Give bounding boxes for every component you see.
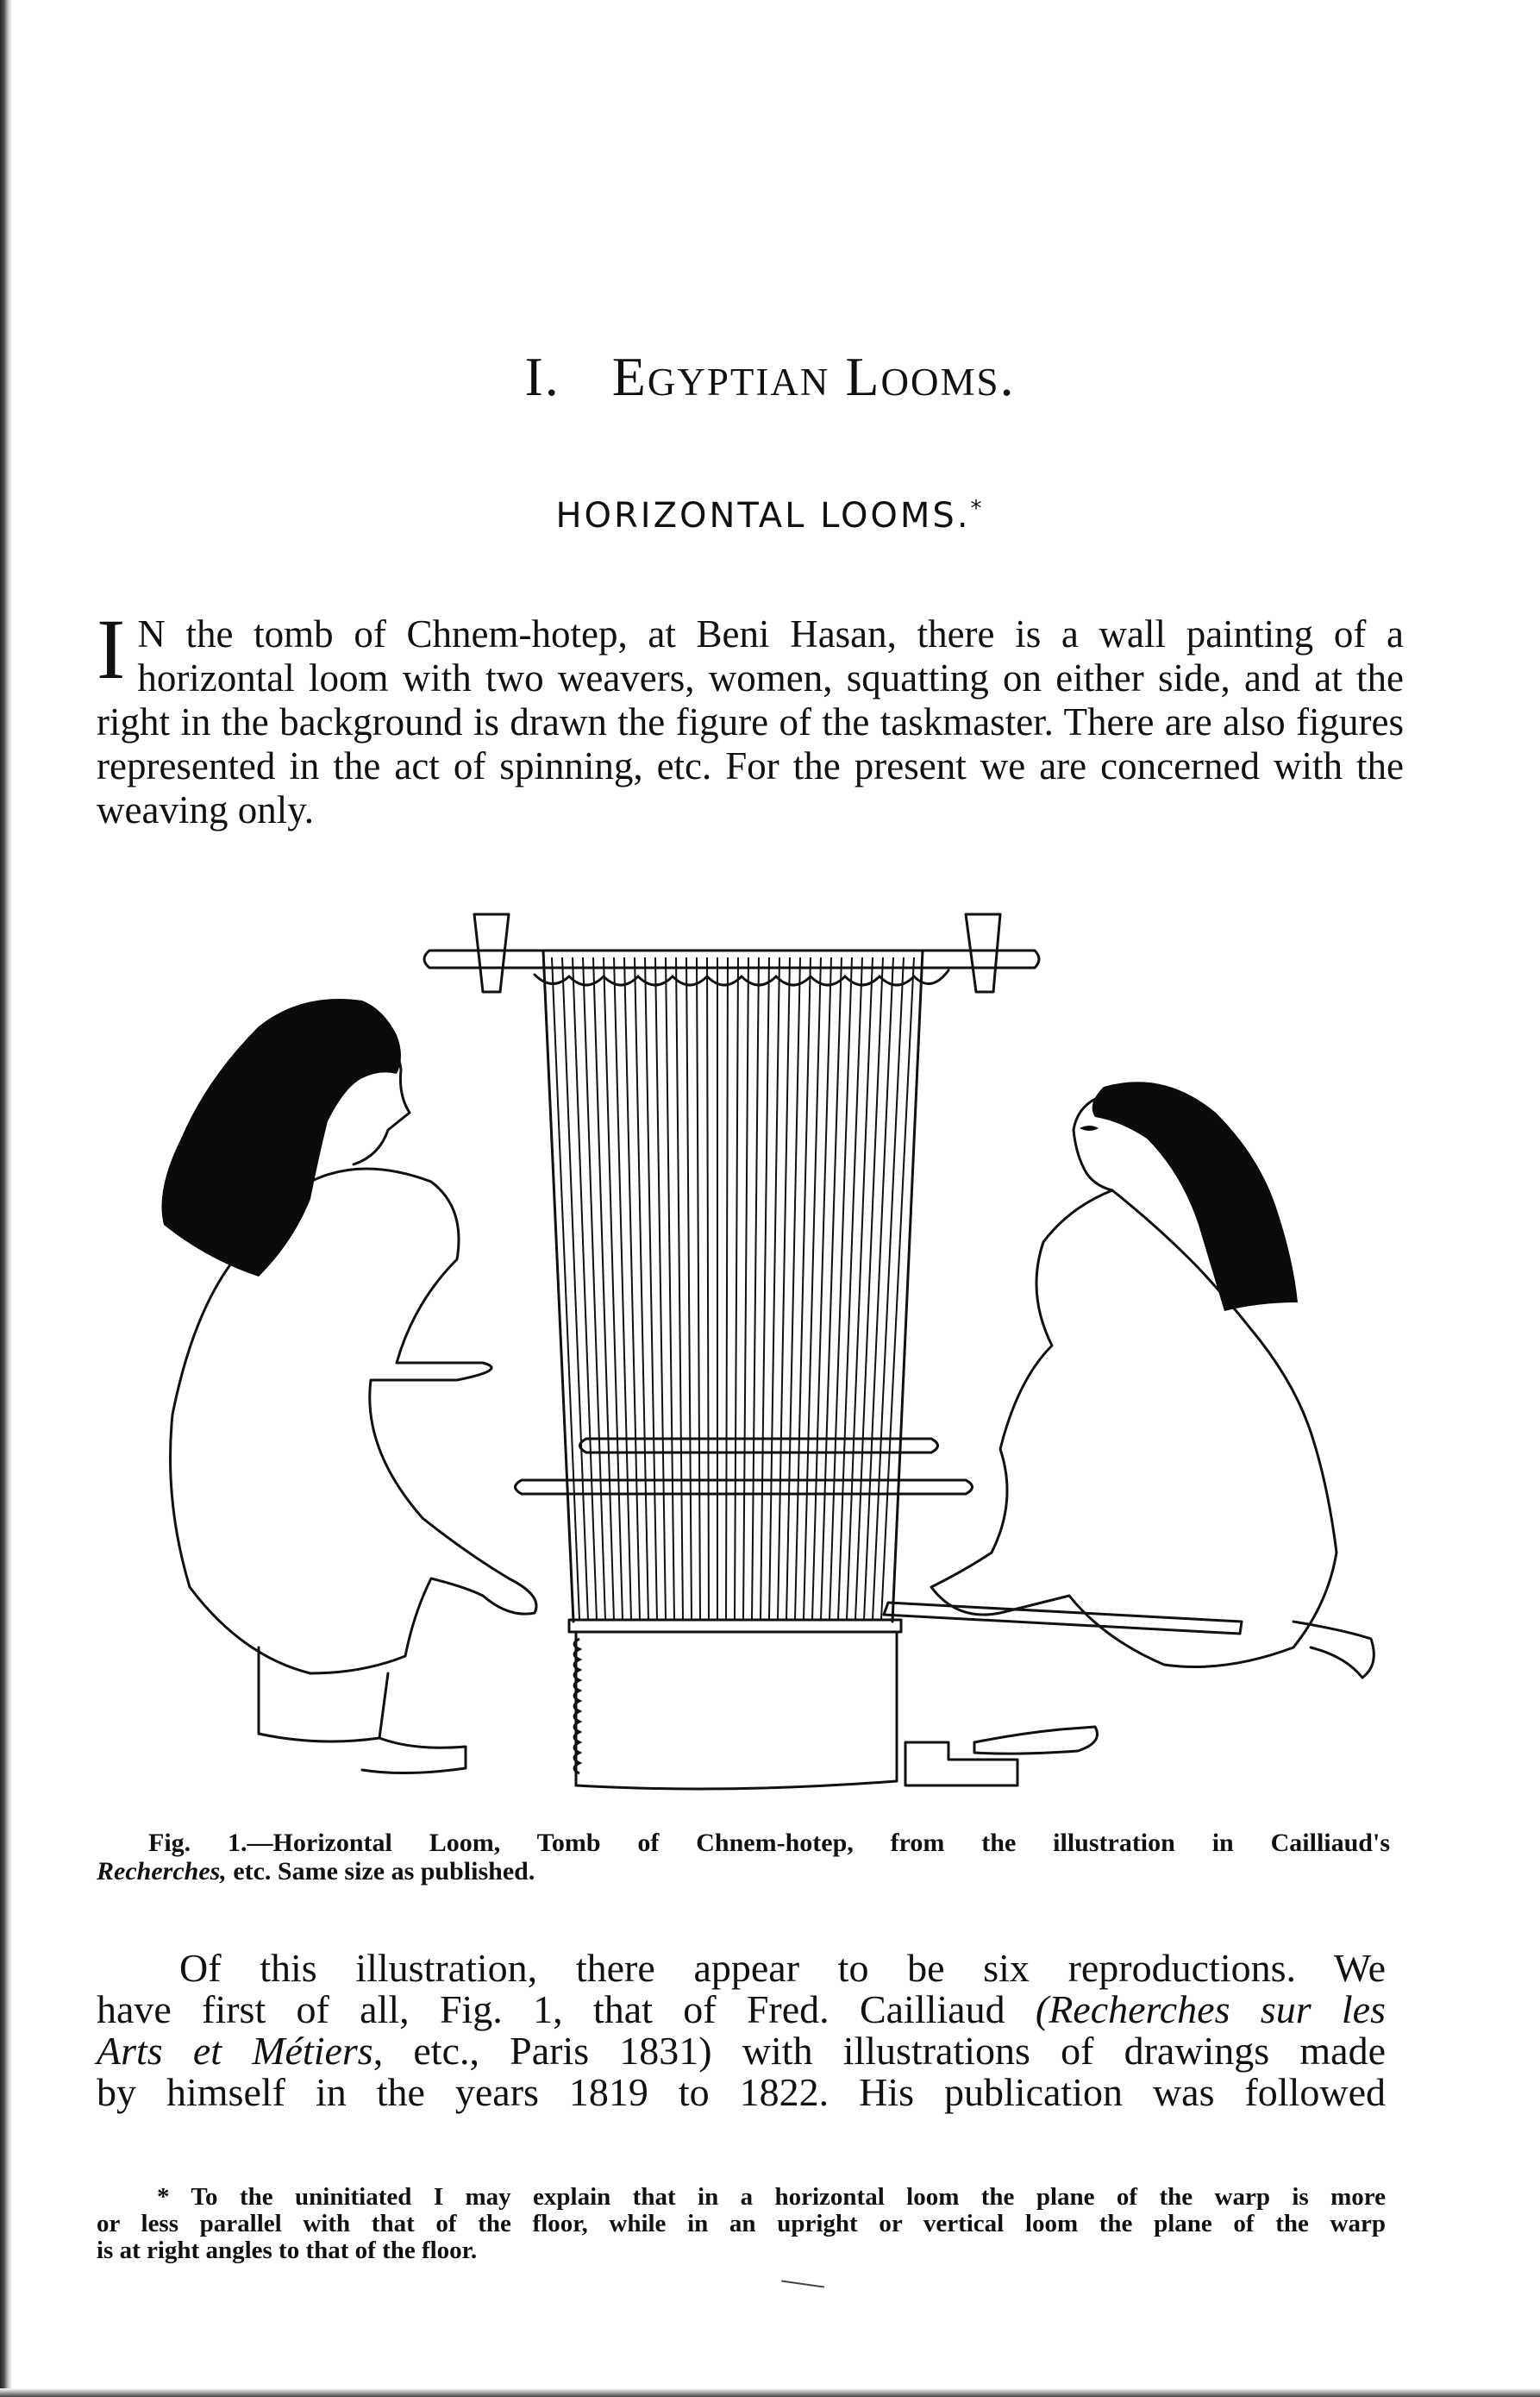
figure-caption: [97, 1829, 1390, 1886]
footnote-mark: *: [970, 496, 985, 522]
body-line-3: Arts et Métiers, etc., Paris 1831) with illustrations of drawings made: [97, 2029, 1386, 2073]
ground-object: [905, 1742, 1017, 1785]
body-italic-ref: (Recherches sur les: [1035, 1987, 1386, 2031]
section-title-text: HORIZONTAL LOOMS.: [555, 496, 971, 536]
footnote-line-2: or less parallel with that of the floor, while in an upright or vertical loom the plane of the warp: [97, 2210, 1386, 2237]
top-beam: [424, 951, 1039, 968]
chapter-number: I.: [524, 346, 560, 407]
beater-rod: [884, 1603, 1242, 1634]
lead-paragraph-text: N the tomb of Chnem-hotep, at Beni Hasan, there is a wall painting of a horizontal loom with two weavers, women, squatting on either side, and at the right in the background is drawn the figure of the taskmaster. There are also figures represented in the act of spinning, etc. For the present we are concerned with the weaving only.: [97, 612, 1404, 831]
right-weaver-foot: [974, 1727, 1098, 1754]
scan-bottom-edge: [0, 2388, 1540, 2397]
lead-paragraph: [97, 601, 1404, 832]
caption-italic: Recherches,: [97, 1857, 227, 1886]
caption-line-2: [97, 1857, 1390, 1886]
cloth-beam: [569, 1620, 901, 1632]
right-peg: [966, 914, 1000, 992]
section-title: [0, 496, 1540, 536]
page-mark: [781, 2281, 824, 2288]
body-line-4: by himself in the years 1819 to 1822. His publication was followed: [97, 2070, 1386, 2114]
warp-threads: [552, 957, 914, 1620]
right-weaver-hair: [1092, 1082, 1298, 1311]
drop-cap: I: [97, 601, 126, 697]
footnote-line-3: is at right angles to that of the floor.: [97, 2237, 478, 2264]
loom-illustration: [103, 897, 1397, 1820]
caption-line-1: Fig. 1.—Horizontal Loom, Tomb of Chnem-hotep, from the illustration in Cailliaud's: [148, 1829, 1390, 1857]
chapter-title-text: Egyptian Looms.: [611, 346, 1016, 407]
footnote: [97, 2184, 1386, 2264]
body-paragraph: [97, 1948, 1386, 2113]
body-line-2: have first of all, Fig. 1, that of Fred. Cailliaud (Recherches sur les: [97, 1987, 1386, 2031]
shed-rod-1: [580, 1439, 938, 1453]
left-weaver-hair: [162, 999, 402, 1277]
chapter-title: [0, 345, 1540, 409]
body-line-1: Of this illustration, there appear to be six reproductions. We: [179, 1946, 1386, 1990]
left-peg: [474, 914, 509, 992]
right-weaver-eye: [1080, 1126, 1099, 1131]
caption-suffix: etc. Same size as published.: [226, 1857, 535, 1886]
footnote-line-1: * To the uninitiated I may explain that in a horizontal loom the plane of the warp is more: [157, 2183, 1386, 2211]
body-italic-title: Arts et Métiers: [97, 2029, 373, 2073]
left-weaver-feet: [362, 1738, 466, 1773]
heading-cord: [535, 970, 948, 985]
woven-cloth: [576, 1632, 897, 1789]
